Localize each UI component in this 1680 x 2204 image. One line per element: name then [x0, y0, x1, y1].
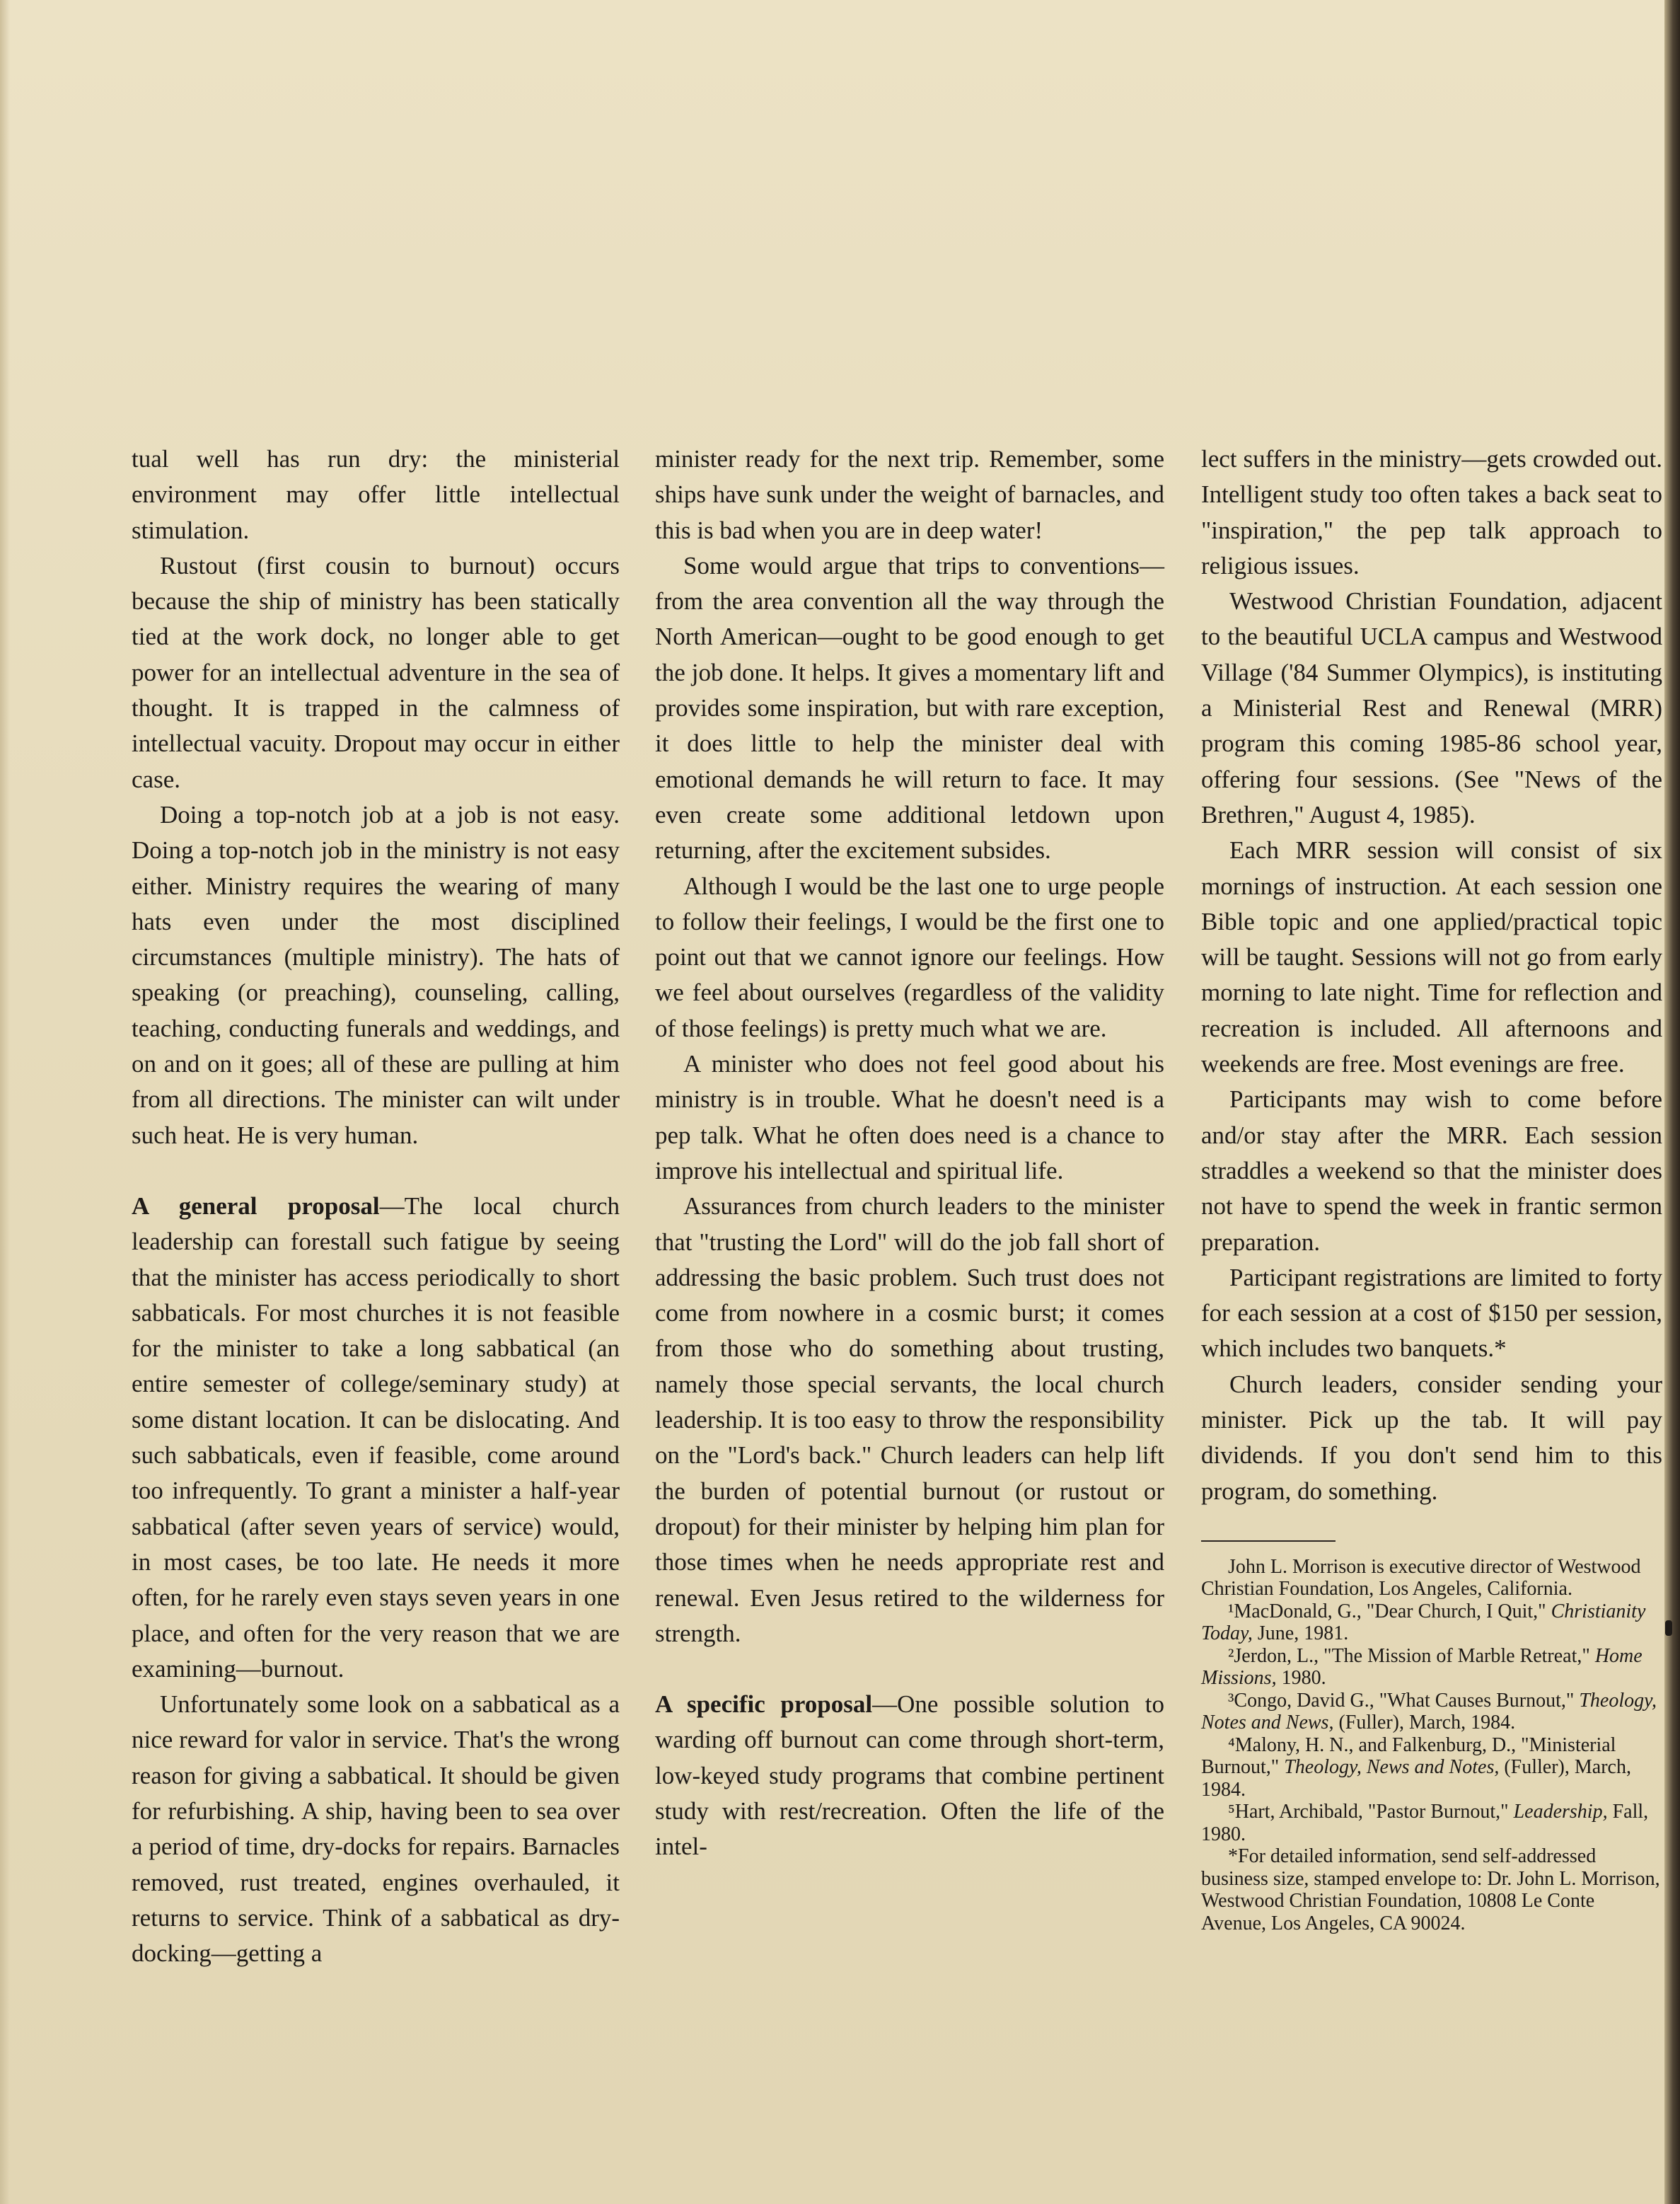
paragraph: Rustout (first cousin to burnout) occurs because the ship of ministry has been statically tied at the work dock, no longer able to get power for an intellectual adventure in the sea of thought. It is trapped in the calmness of intellectual vacuity. Dropout may occur in either case.: [132, 551, 620, 793]
paragraph: Participants may wish to come before and/or stay after the MRR. Each session straddles a weekend so that the minister does not have to spend the week in frantic sermon preparation.: [1201, 1085, 1662, 1256]
paragraph: Some would argue that trips to conventions—from the area convention all the way through the North American—ought to be good enough to get the job done. It helps. It gives a momentary lift and provides some inspiration, but with rare exception, it does little to help the minister deal with emotional demands he will return to face. It may even create some additional letdown upon returning, after the excitement subsides.: [655, 551, 1164, 865]
heading-dash: —: [872, 1690, 898, 1719]
article-column-2: [655, 442, 1164, 1865]
paragraph: tual well has run dry: the ministerial environment may offer little intellectual stimulation.: [132, 445, 620, 544]
article-column-1: [132, 442, 620, 1971]
paragraph: Unfortunately some look on a sabbatical as a nice reward for valor in service. That's the wrong reason for giving a sabbatical. It should be given for refurbishing. A ship, having been to sea over a period of time, dry-docks for repairs. Barnacles removed, rust treated, engines overhauled, it returns to service. Think of a sabbatical as dry-docking—getting a: [132, 1690, 620, 1968]
heading-dash: —: [379, 1192, 405, 1220]
paragraph: Participant registrations are limited to forty for each session at a cost of $150 per session, which includes two banquets.*: [1201, 1263, 1662, 1363]
footnote-contact: *For detailed information, send self-addressed business size, stamped envelope to: Dr. John L. Morrison, Westwood Christian Foundation, 10808 Le Conte Avenue, Los Angeles, CA 90024.: [1201, 1845, 1660, 1934]
paragraph: A minister who does not feel good about his ministry is in trouble. What he doesn't need is a pep talk. What he often does need is a chance to improve his intellectual and spiritual life.: [655, 1050, 1164, 1184]
section-heading-specific-proposal: A specific proposal: [655, 1690, 873, 1719]
footnotes: [1201, 1556, 1662, 1935]
footnote-5: ⁵Hart, Archibald, "Pastor Burnout," Leadership, Fall, 1980.: [1201, 1801, 1649, 1845]
paragraph: Each MRR session will consist of six mornings of instruction. At each session one Bible topic and one applied/practical topic will be taught. Sessions will not go from early morning to late night. Time for reflection and recreation is included. All afternoons and weekends are free. Most evenings are free.: [1201, 836, 1662, 1078]
footnote-4: ⁴Malony, H. N., and Falkenburg, D., "Ministerial Burnout," Theology, News and Notes, (Fuller), March, 1984.: [1201, 1733, 1631, 1801]
paragraph: lect suffers in the ministry—gets crowded out. Intelligent study too often takes a back seat to "inspiration," the pep talk approach to religious issues.: [1201, 445, 1662, 579]
paragraph: Church leaders, consider sending your minister. Pick up the tab. It will pay dividends. If you don't send him to this program, do something.: [1201, 1370, 1662, 1505]
page-shadow-left: [0, 0, 10, 2204]
footnote-2: ²Jerdon, L., "The Mission of Marble Retreat," Home Missions, 1980.: [1201, 1644, 1643, 1690]
section-heading-general-proposal: A general proposal: [132, 1192, 380, 1220]
footnote-rule: [1201, 1540, 1336, 1542]
paragraph-specific-proposal: [655, 1687, 1164, 1864]
author-bio: John L. Morrison is executive director of Westwood Christian Foundation, Los Angeles, California.: [1201, 1555, 1641, 1600]
paragraph-text: The local church leadership can forestall such fatigue by seeing that the minister has access periodically to short sabbaticals. For most churches it is not feasible for the minister to take a long sabbatical (an entire semester of college/seminary study) at some distant location. It can be dislocating. And such sabbaticals, even if feasible, come around too infrequently. To grant a minister a half-year sabbatical (after seven years of service) would, in most cases, be too late. He needs it more often, for he rarely even stays seven years in one place, and often for the very reason that we are examining—burnout.: [132, 1192, 620, 1683]
article-column-3: [1201, 442, 1662, 1934]
page-edge-right: [1664, 0, 1680, 2204]
paragraph: Doing a top-notch job at a job is not easy. Doing a top-notch job in the ministry is not easy either. Ministry requires the wearing of many hats even under the most disciplined circumstances (multiple ministry). The hats of speaking (or preaching), counseling, calling, teaching, conducting funerals and weddings, and on and on it goes; all of these are pulling at him from all directions. The minister can wilt under such heat. He is very human.: [132, 800, 620, 1149]
paragraph-text: One possible solution to warding off burnout can come through short-term, low-keyed study programs that combine pertinent study with rest/recreation. Often the life of the intel-: [655, 1690, 1164, 1861]
paragraph: Westwood Christian Foundation, adjacent to the beautiful UCLA campus and Westwood Village ('84 Summer Olympics), is instituting a Ministerial Rest and Renewal (MRR) program this coming 1985-86 school year, offering four sessions. (See "News of the Brethren," August 4, 1985).: [1201, 587, 1662, 829]
paragraph: Assurances from church leaders to the minister that "trusting the Lord" will do the job fall short of addressing the basic problem. Such trust does not come from nowhere in a cosmic burst; it comes from those who do something about trusting, namely those special servants, the local church leadership. It is too easy to throw the responsibility on the "Lord's back." Church leaders can help lift the burden of potential burnout (or rustout or dropout) for their minister by helping him plan for those times when he needs appropriate rest and renewal. Even Jesus retired to the wilderness for strength.: [655, 1192, 1164, 1647]
footnote-1: ¹MacDonald, G., "Dear Church, I Quit," Christianity Today, June, 1981.: [1201, 1600, 1646, 1645]
paragraph: Although I would be the last one to urge people to follow their feelings, I would be the first one to point out that we cannot ignore our feelings. How we feel about ourselves (regardless of the validity of those feelings) is pretty much what we are.: [655, 872, 1164, 1042]
footnote-3: ³Congo, David G., "What Causes Burnout," Theology, Notes and News, (Fuller), March, 1984.: [1201, 1689, 1657, 1734]
paragraph-general-proposal: [132, 1189, 620, 1687]
section-gap: [132, 1153, 620, 1189]
section-gap: [655, 1651, 1164, 1687]
paragraph: minister ready for the next trip. Remember, some ships have sunk under the weight of barnacles, and this is bad when you are in deep water!: [655, 445, 1164, 544]
end-of-article-mark-icon: [1665, 1620, 1672, 1636]
